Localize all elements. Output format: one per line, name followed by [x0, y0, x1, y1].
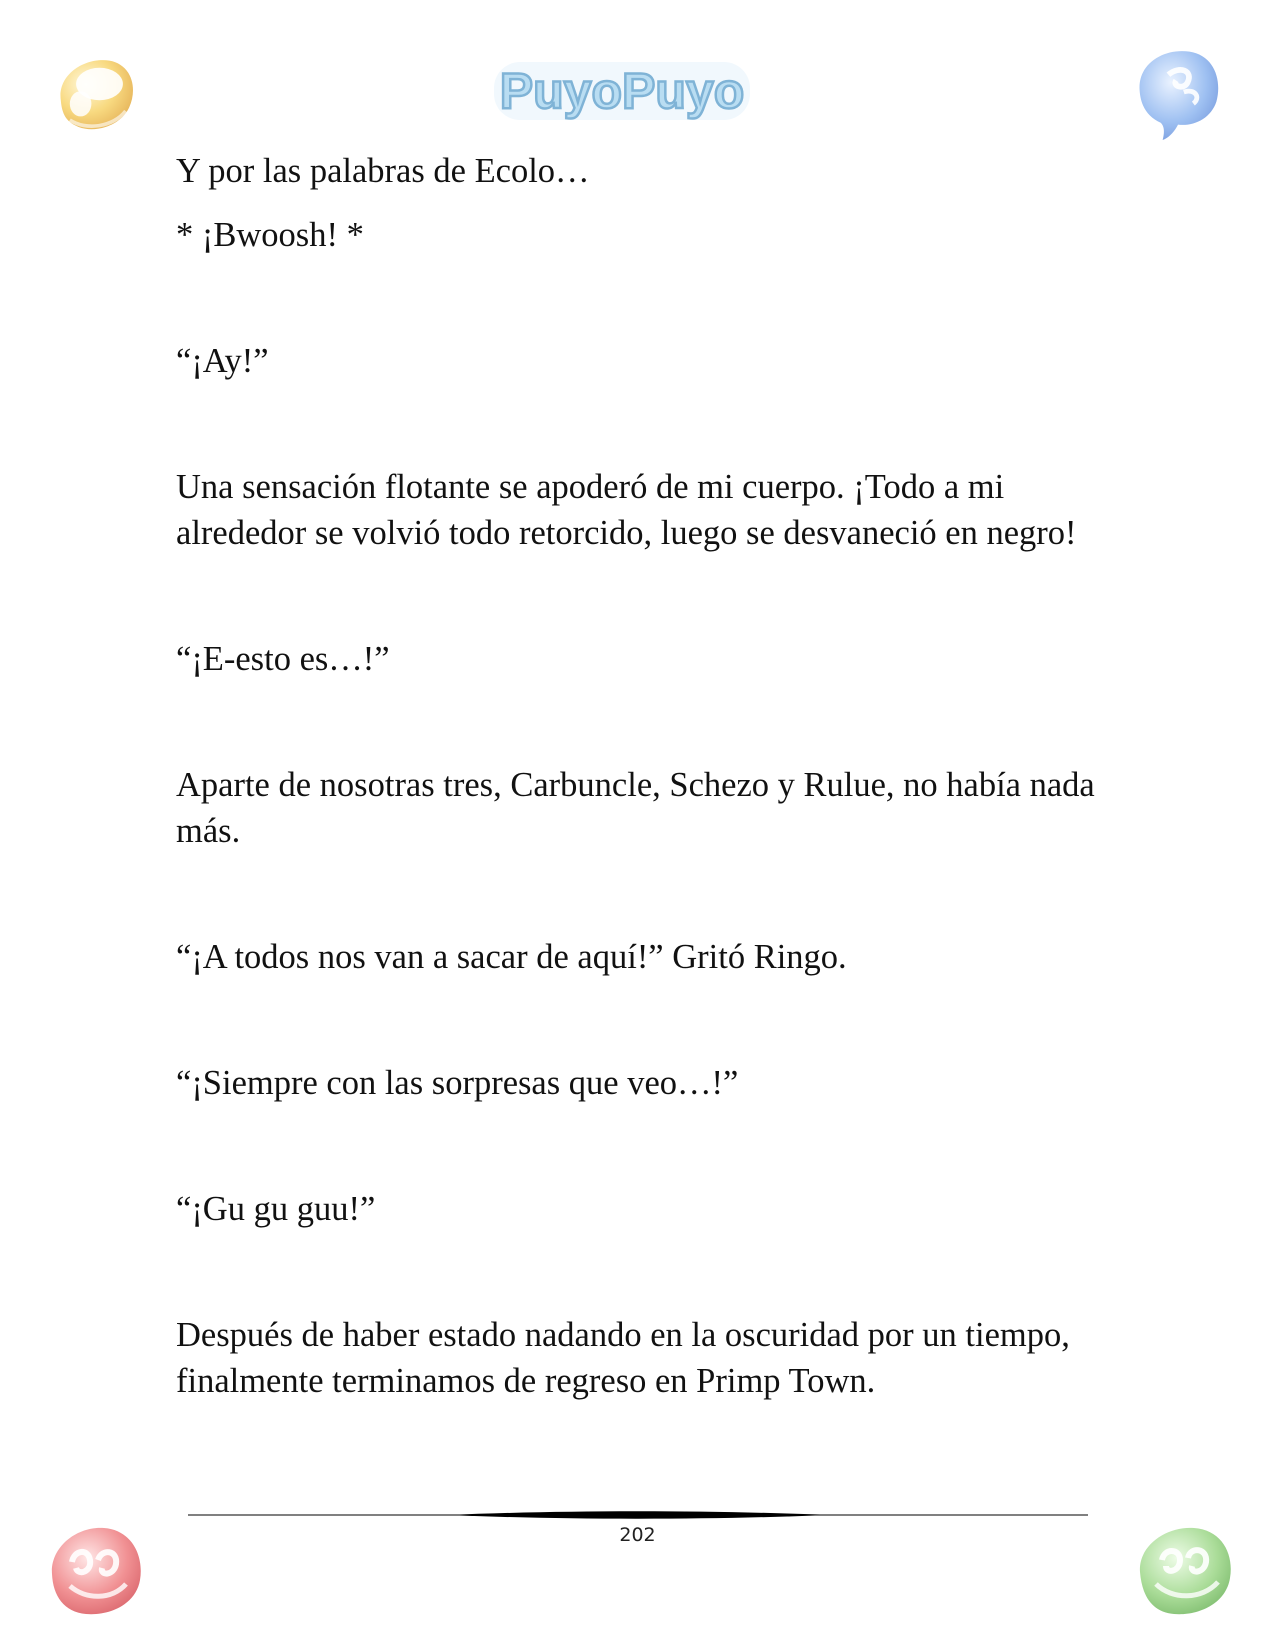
- footer-divider: [188, 1509, 1088, 1521]
- paragraph: Una sensación flotante se apoderó de mi cuerpo. ¡Todo a mi alrededor se volvió todo retorcido, luego se desvaneció en negro!: [176, 468, 1077, 552]
- paragraph: * ¡Bwoosh! *: [176, 216, 364, 254]
- paragraph: “¡A todos nos van a sacar de aquí!” Gritó Ringo.: [176, 938, 847, 976]
- yellow-puyo-icon: [50, 48, 140, 138]
- puyopuyo-logo-graphic: [490, 56, 754, 126]
- blue-puyo-icon: [1130, 42, 1226, 142]
- paragraph: “¡E-esto es…!”: [176, 640, 390, 678]
- page-number: 202: [619, 1524, 656, 1546]
- paragraph: “¡Siempre con las sorpresas que veo…!”: [176, 1064, 739, 1102]
- logo-text: PuyoPuyo: [499, 63, 745, 119]
- paragraph: Aparte de nosotras tres, Carbuncle, Schezo y Rulue, no había nada más.: [176, 766, 1095, 850]
- puyopuyo-logo: [490, 56, 754, 126]
- story-text: [176, 148, 1116, 1404]
- paragraph: “¡Gu gu guu!”: [176, 1190, 376, 1228]
- paragraph: Y por las palabras de Ecolo…: [176, 152, 590, 190]
- paragraph: Después de haber estado nadando en la oscuridad por un tiempo, finalmente terminamos de regreso en Primp Town.: [176, 1316, 1070, 1400]
- paragraph: “¡Ay!”: [176, 342, 269, 380]
